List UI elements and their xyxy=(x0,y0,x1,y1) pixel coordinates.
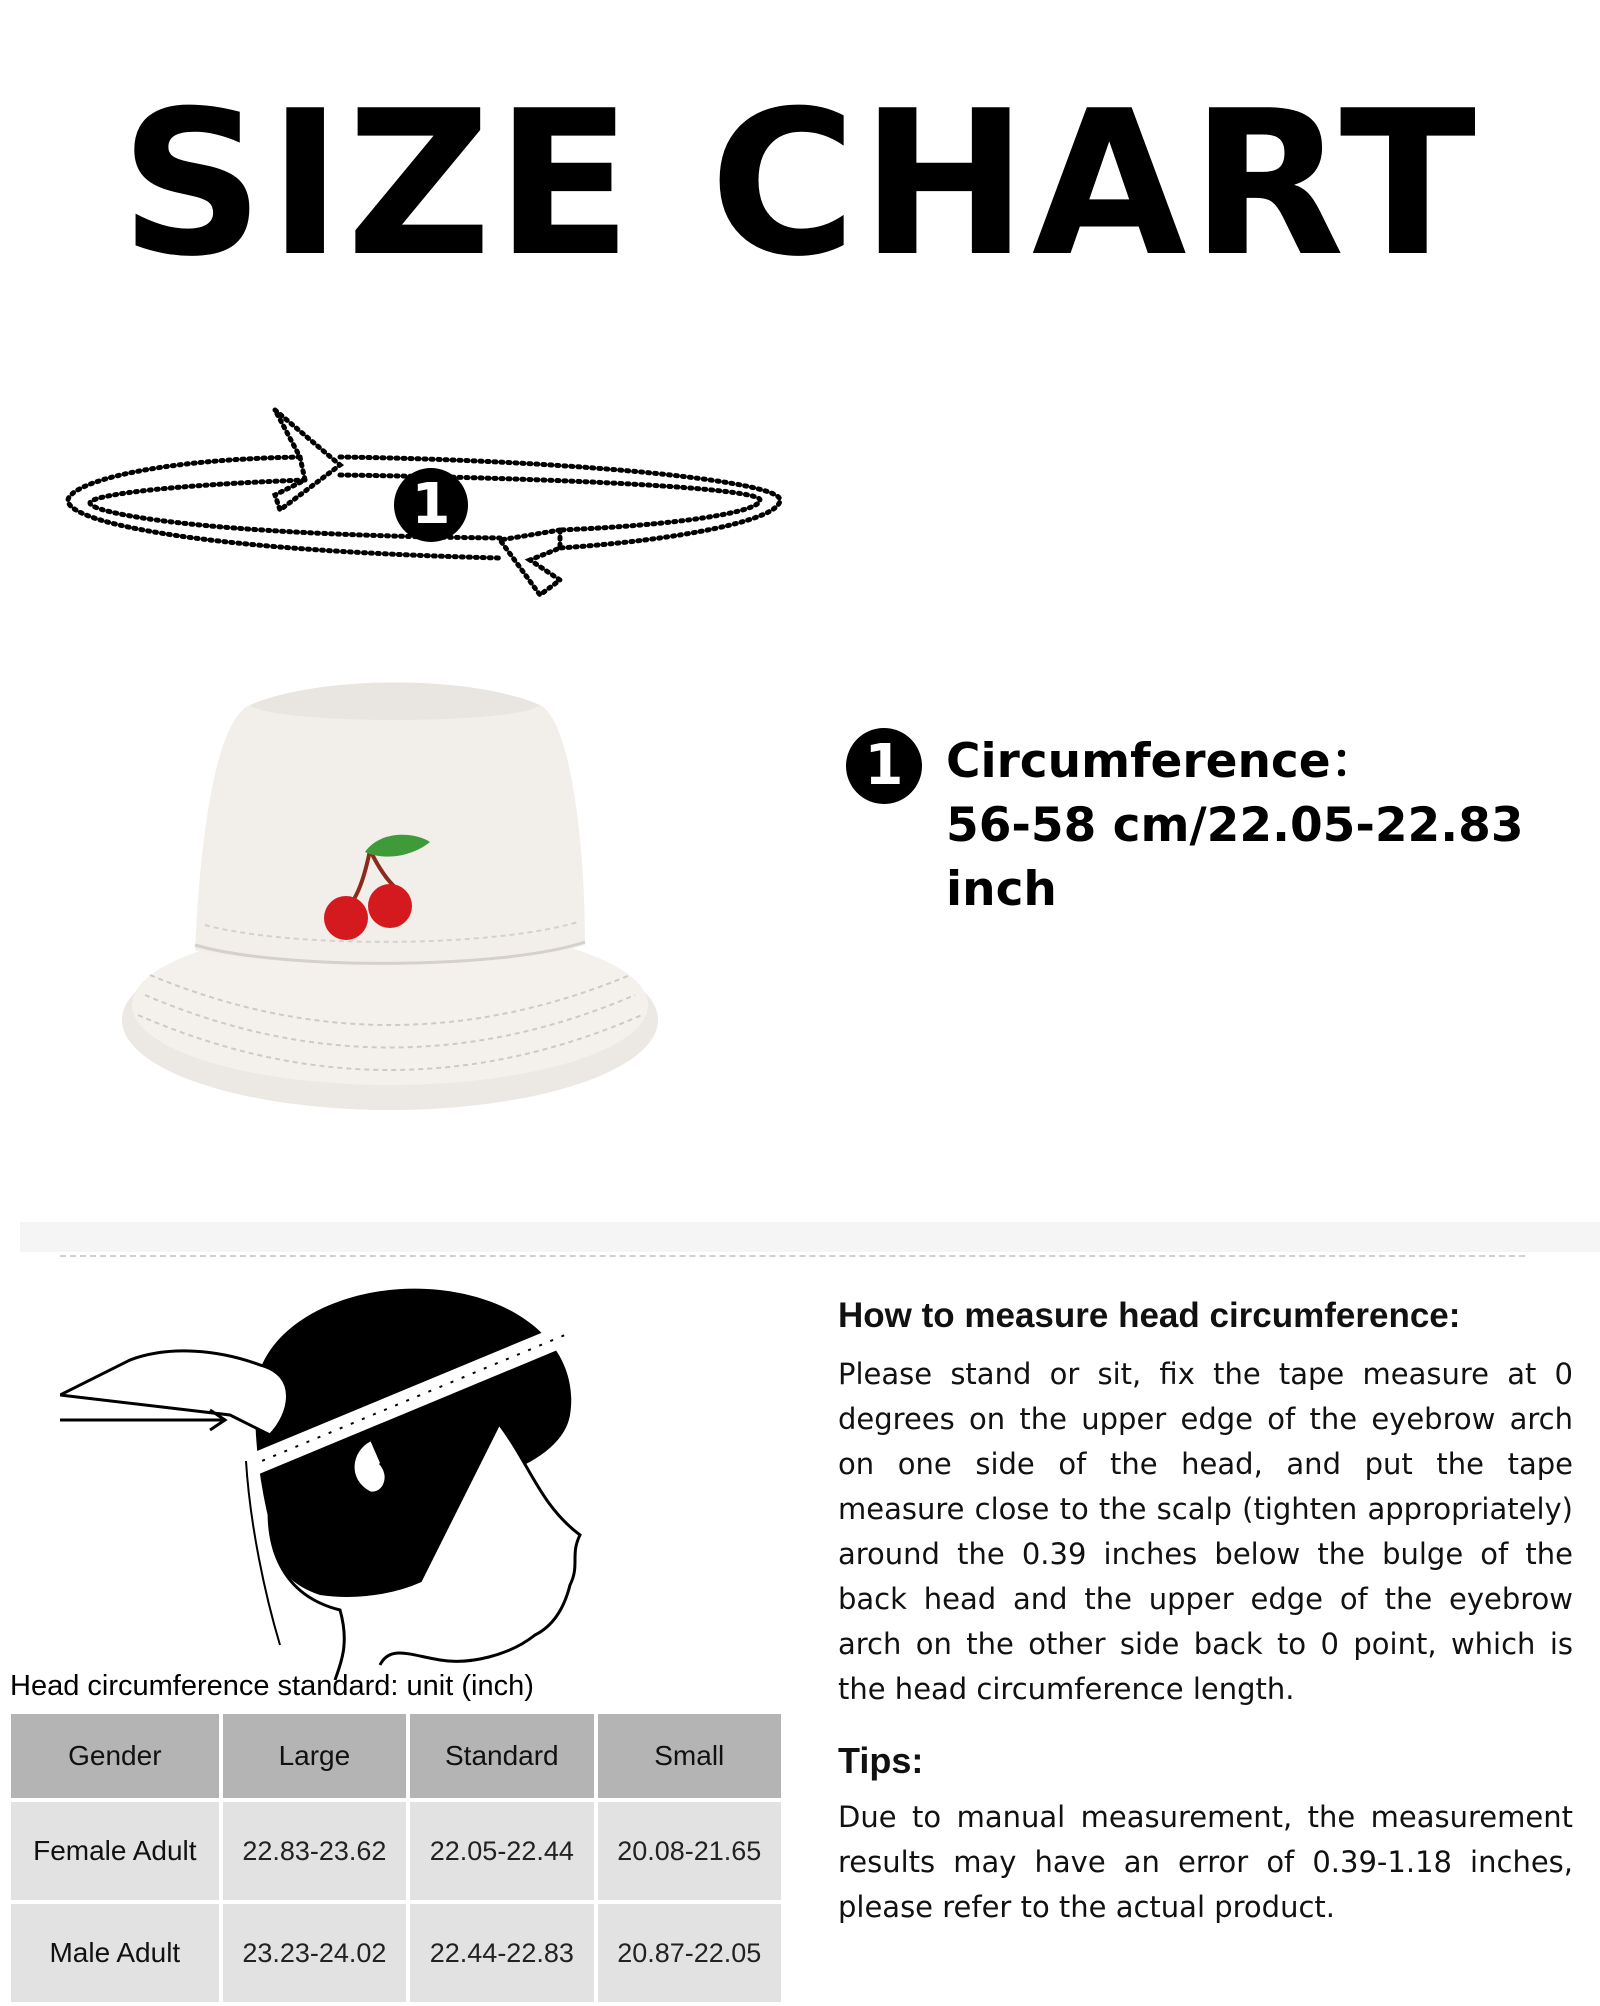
bucket-hat-image xyxy=(120,680,680,1120)
circumference-value: 56-58 cm/22.05-22.83 inch xyxy=(946,798,1524,917)
cell-male-small: 20.87-22.05 xyxy=(598,1904,781,2002)
cell-male-large: 23.23-24.02 xyxy=(223,1904,406,2002)
table-row xyxy=(11,1904,781,2002)
row-female-adult-label: Female Adult xyxy=(11,1802,219,1900)
circumference-number-badge: 1 xyxy=(846,728,922,804)
circumference-info xyxy=(946,730,1600,922)
header-small: Small xyxy=(598,1714,781,1798)
header-gender: Gender xyxy=(11,1714,219,1798)
size-table-title: Head circumference standard: unit (inch) xyxy=(10,1670,534,1702)
row-male-adult-label: Male Adult xyxy=(11,1904,219,2002)
cell-female-small: 20.08-21.65 xyxy=(598,1802,781,1900)
header-standard: Standard xyxy=(410,1714,593,1798)
how-to-measure-title: How to measure head circumference: xyxy=(838,1296,1461,1335)
section-divider-band xyxy=(20,1222,1600,1252)
table-row xyxy=(11,1802,781,1900)
circumference-label: Circumference： xyxy=(946,734,1378,789)
header-large: Large xyxy=(223,1714,406,1798)
head-measure-illustration xyxy=(60,1265,800,1680)
tips-text: Due to manual measurement, the measurement results may have an error of 0.39-1.18 inches, please refer to the actual product. xyxy=(838,1800,1573,1924)
page-title: SIZE CHART xyxy=(119,68,1481,301)
cell-female-standard: 22.05-22.44 xyxy=(410,1802,593,1900)
size-table xyxy=(7,1710,785,2006)
diagram-number-badge: 1 xyxy=(394,468,468,542)
table-header-row xyxy=(11,1714,781,1798)
dashed-divider xyxy=(60,1255,1525,1257)
cell-male-standard: 22.44-22.83 xyxy=(410,1904,593,2002)
cell-female-large: 22.83-23.62 xyxy=(223,1802,406,1900)
how-to-measure-text: Please stand or sit, fix the tape measure at 0 degrees on the upper edge of the eyebrow arch on one side of the head, and put the tape measure close to the scalp (tighten appropriately) around the 0.39 inches below the bulge of the back head and the upper edge of the eyebrow arch on the other side back to 0 point, which is the head circumference length. xyxy=(838,1357,1573,1706)
tips-title: Tips: xyxy=(838,1740,924,1781)
